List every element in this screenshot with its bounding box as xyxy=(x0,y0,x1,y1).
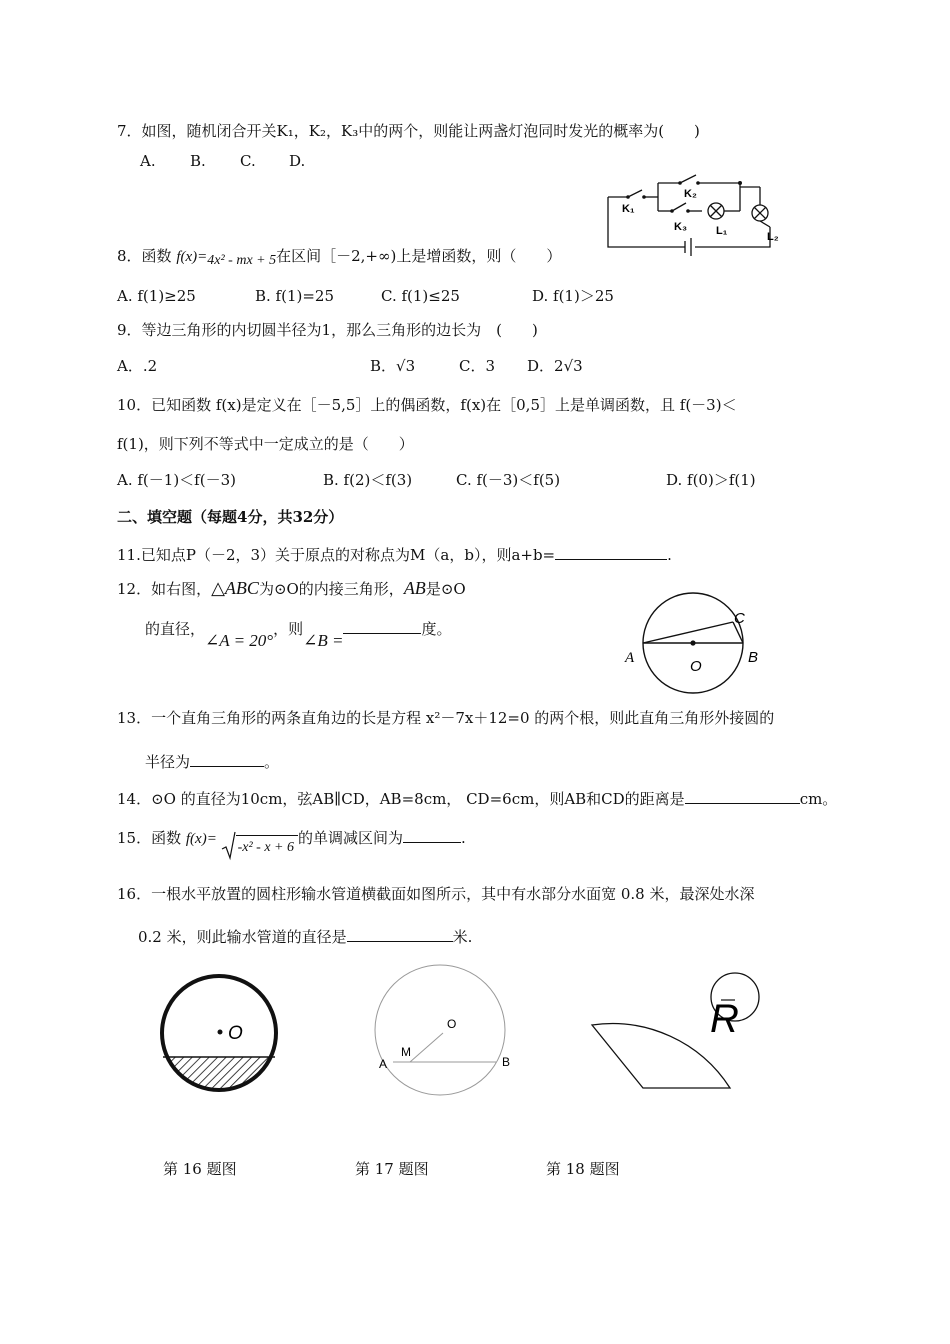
fig18-label-r: R xyxy=(710,997,739,1041)
label-l2: L₂ xyxy=(767,231,779,243)
q13-line1: 13．一个直角三角形的两条直角边的长是方程 x²－7x＋12=0 的两个根，则此直角三角形外接圆的 xyxy=(117,709,775,727)
q15-prefix: 15．函数 xyxy=(117,829,182,847)
q9-stem: 9．等边三角形的内切圆半径为1，那么三角形的边长为 ( ) xyxy=(117,321,538,339)
caption-fig16: 第 16 题图 xyxy=(163,1160,237,1178)
q15-suffix: 的单调减区间为 xyxy=(298,829,404,847)
q10-choice-d: D. f(0)＞f(1) xyxy=(666,471,756,489)
q15-stem xyxy=(117,826,466,855)
q12-answer-blank[interactable] xyxy=(343,617,421,634)
q9-choice-a: A．.2 xyxy=(117,357,158,375)
q11-stem xyxy=(117,543,672,565)
q13-text-b: 。 xyxy=(264,753,280,771)
q7-choice-d: D. xyxy=(289,152,306,170)
q12-text-a: 12．如右图， xyxy=(117,580,212,598)
q9-choice-c: C．3 xyxy=(459,357,496,375)
q11-text: 11.已知点P（－2，3）关于原点的对称点为M（a，b），则a+b= xyxy=(117,546,556,564)
q12-triangle: △ABC xyxy=(211,578,259,598)
q10-stem-line2: f(1)，则下列不等式中一定成立的是（ ） xyxy=(117,435,414,453)
q8-suffix: 在区间［－2,+∞)上是增函数，则（ ） xyxy=(276,247,562,265)
caption-fig18: 第 18 题图 xyxy=(546,1160,620,1178)
fig17-label-o: O xyxy=(447,1017,457,1031)
q10-stem-line1: 10．已知函数 f(x)是定义在［－5,5］上的偶函数，f(x)在［0,5］上是单调函数，且 f(－3)＜ xyxy=(117,396,737,414)
q9-choice-d: D．2√3 xyxy=(527,357,583,375)
q10-choice-b: B. f(2)＜f(3) xyxy=(323,471,413,489)
label-k2: K₂ xyxy=(684,188,697,200)
q15-end: . xyxy=(461,829,466,847)
figure-16 xyxy=(155,975,285,1105)
q8-choice-b: B. f(1)=25 xyxy=(255,287,335,305)
q8-choice-c: C. f(1)≤25 xyxy=(381,287,460,305)
label-k1: K₁ xyxy=(622,203,635,215)
q8-stem xyxy=(117,246,561,268)
q12-label-b: B xyxy=(748,649,759,666)
q15-func: f(x)= xyxy=(185,831,217,847)
q10-choice-a: A. f(－1)＜f(－3) xyxy=(117,471,236,489)
q7-choice-a: A. xyxy=(140,152,156,170)
fig16-label-o: O xyxy=(228,1023,243,1044)
q12-label-a: A xyxy=(625,650,635,666)
q15-sqrt xyxy=(222,835,298,858)
q12-text-f: 度。 xyxy=(421,620,452,638)
q9-choice-b: B．√3 xyxy=(370,357,416,375)
q14-answer-blank[interactable] xyxy=(685,787,800,804)
q12-line1 xyxy=(117,578,466,599)
q14-text-b: cm。 xyxy=(799,790,838,808)
q13-text-a: 半径为 xyxy=(145,753,191,771)
q15-answer-blank[interactable] xyxy=(403,826,461,843)
q16-answer-blank[interactable] xyxy=(347,925,453,942)
q11-end: . xyxy=(667,546,672,564)
q11-answer-blank[interactable] xyxy=(555,543,667,560)
q13-line2 xyxy=(145,750,279,772)
q8-func: f(x)= xyxy=(176,249,208,265)
q8-prefix: 8．函数 xyxy=(117,247,172,265)
q15-expr: -x² - x + 6 xyxy=(236,835,298,858)
q12-text-c: 是⊙O xyxy=(425,580,466,598)
section-2-heading: 二、填空题（每题4分，共32分） xyxy=(117,508,344,526)
q12-text-e: ，则 xyxy=(273,620,304,638)
q12-angle-a: ∠A = 20° xyxy=(205,631,274,650)
fig17-label-a: A xyxy=(379,1057,388,1071)
q8-choice-d: D. f(1)＞25 xyxy=(532,287,614,305)
q14-text-a: 14．⊙O 的直径为10cm，弦AB∥CD，AB=8cm， CD=6cm，则AB和CD的距离是 xyxy=(117,790,685,808)
figure-17 xyxy=(370,960,520,1110)
q12-label-o: O xyxy=(690,658,702,675)
q16-text-a: 0.2 米，则此输水管道的直径是 xyxy=(138,928,347,946)
q14-stem xyxy=(117,787,837,809)
q7-choice-c: C. xyxy=(240,152,256,170)
label-l1: L₁ xyxy=(716,225,728,237)
q12-text-b: 为⊙O的内接三角形， xyxy=(258,580,404,598)
q12-ab: AB xyxy=(403,578,426,598)
q12-circle-figure xyxy=(620,595,770,700)
q7-stem: 7．如图，随机闭合开关K₁，K₂，K₃中的两个，则能让两盏灯泡同时发光的概率为( ) xyxy=(117,122,700,140)
q12-angle-b: ∠B = xyxy=(303,631,344,650)
q8-expr: 4x² - mx + 5 xyxy=(207,253,277,268)
q12-line2 xyxy=(145,617,452,650)
q16-line1: 16．一根水平放置的圆柱形输水管道横截面如图所示，其中有水部分水面宽 0.8 米，最深处水深 xyxy=(117,885,755,903)
circuit-diagram xyxy=(600,165,790,255)
q12-text-d: 的直径， xyxy=(145,620,206,638)
figure-18 xyxy=(585,970,755,1100)
q12-label-c: C xyxy=(734,610,745,627)
q10-choice-c: C. f(－3)＜f(5) xyxy=(456,471,561,489)
q8-choice-a: A. f(1)≥25 xyxy=(117,287,196,305)
q7-choice-b: B. xyxy=(190,152,206,170)
fig17-label-b: B xyxy=(502,1055,511,1069)
q13-answer-blank[interactable] xyxy=(190,750,264,767)
label-k3: K₃ xyxy=(674,221,688,233)
caption-fig17: 第 17 题图 xyxy=(355,1160,429,1178)
fig17-label-m: M xyxy=(401,1045,411,1059)
q16-line2 xyxy=(138,925,472,947)
q16-text-b: 米. xyxy=(452,928,473,946)
